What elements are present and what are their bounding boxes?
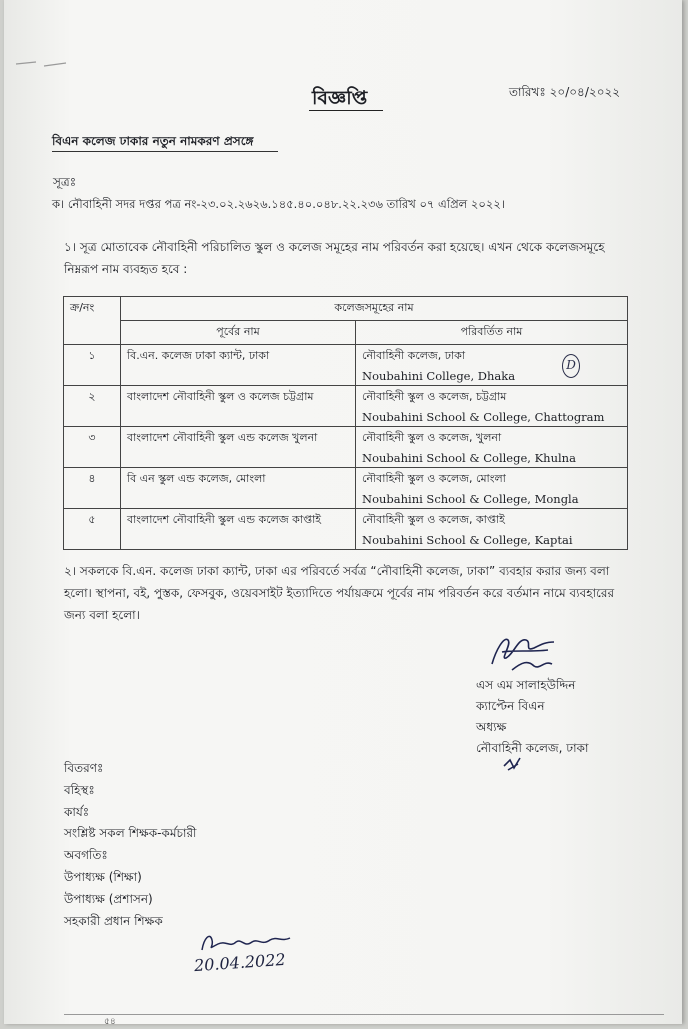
old-name: বি এন স্কুল এন্ড কলেজ, মোংলা <box>121 468 356 509</box>
row-number: ২ <box>64 386 121 427</box>
header-serial: ক্র/নং <box>64 297 121 345</box>
new-name-en: Noubahini School & College, Chattogram <box>362 410 605 424</box>
header-old-name: পূর্বের নাম <box>121 321 356 345</box>
notice-title: বিজ্ঞপ্তি <box>312 87 368 109</box>
row-number: ১ <box>64 345 121 386</box>
new-name-en: Noubahini School & College, Kaptai <box>362 533 573 547</box>
signature-icon <box>482 630 572 676</box>
new-name-en: Noubahini School & College, Mongla <box>362 492 579 506</box>
signatory-designation: অধ্যক্ষ <box>476 720 507 734</box>
table-row <box>64 468 628 509</box>
notice-date: তারিখঃ ২০/০৪/২০২২ <box>509 85 621 99</box>
distribution-action: কার্যঃ <box>64 804 90 819</box>
new-name-bn: নৌবাহিনী স্কুল ও কলেজ, খুলনা <box>362 431 502 444</box>
new-name-cell <box>356 468 628 509</box>
handwritten-circle-mark: D <box>562 354 580 378</box>
distribution-external: বহিস্থঃ <box>64 782 95 797</box>
new-name-bn: নৌবাহিনী স্কুল ও কলেজ, কাপ্তাই <box>362 513 505 526</box>
row-number: ৩ <box>64 427 121 468</box>
subject-line: বিএন কলেজ ঢাকার নতুন নামকরণ প্রসঙ্গে <box>52 134 254 148</box>
old-name: বাংলাদেশ নৌবাহিনী স্কুল ও কলেজ চট্টগ্রাম <box>121 386 356 427</box>
signatory-rank: ক্যাপ্টেন বিএন <box>476 699 545 713</box>
distribution-label: বিতরণঃ <box>64 761 104 775</box>
new-name-cell <box>356 345 628 386</box>
pencil-mark <box>14 52 74 72</box>
signature-block <box>476 675 588 759</box>
handwritten-date: 20.04.2022 <box>193 949 287 976</box>
handwritten-tick-icon <box>500 752 524 776</box>
row-number: ৫ <box>64 509 121 550</box>
table-row <box>64 509 628 550</box>
footer-page-number: ৫৪ <box>104 1017 116 1027</box>
new-name-cell <box>356 509 628 550</box>
row-number: ৪ <box>64 468 121 509</box>
reference-label: সূত্রঃ <box>53 175 77 189</box>
subject-underline <box>52 151 278 152</box>
title-underline <box>309 110 383 111</box>
distribution-action-item: সংশ্লিষ্ট সকল শিক্ষক-কর্মচারী <box>64 826 197 841</box>
header-college-names: কলেজসমূহের নাম <box>121 297 628 321</box>
table-row <box>64 427 628 468</box>
new-name-cell <box>356 386 628 427</box>
new-name-en: Noubahini College, Dhaka <box>362 369 516 383</box>
distribution-info-item: উপাধ্যক্ষ (প্রশাসন) <box>64 891 153 906</box>
paragraph-2: ২। সকলকে বি.এন. কলেজ ঢাকা ক্যান্ট, ঢাকা এর পরিবর্তে সর্বত্র “নৌবাহিনী কলেজ, ঢাকা” ব্যবহার করার জন্য বলা হলো। স্থাপনা, বই, পুস্তক, ফেসবুক, ওয়েবসাইট ইত্যাদিতে পর্যায়ক্রমে পূর্বের নাম পরিবর্তন করে বর্তমান নামে ব্যবহারের জন্য বলা হলো। <box>64 564 615 622</box>
name-change-table <box>63 296 628 550</box>
signatory-institution: নৌবাহিনী কলেজ, ঢাকা <box>476 741 589 755</box>
old-name: বাংলাদেশ নৌবাহিনী স্কুল এন্ড কলেজ খুলনা <box>121 427 356 468</box>
header-new-name: পরিবর্তিত নাম <box>356 321 628 345</box>
new-name-bn: নৌবাহিনী কলেজ, ঢাকা <box>362 349 466 362</box>
distribution-list <box>64 758 196 932</box>
signatory-name: এস এম সালাহউদ্দিন <box>476 678 576 692</box>
new-name-en: Noubahini School & College, Khulna <box>362 451 576 465</box>
new-name-bn: নৌবাহিনী স্কুল ও কলেজ, মোংলা <box>362 472 506 485</box>
old-name: বাংলাদেশ নৌবাহিনী স্কুল এন্ড কলেজ কাপ্তাই <box>121 509 356 550</box>
table-row <box>64 386 628 427</box>
distribution-info-item: সহকারী প্রধান শিক্ষক <box>64 913 163 928</box>
distribution-info: অবগতিঃ <box>64 848 108 863</box>
paragraph-1: ১। সূত্র মোতাবেক নৌবাহিনী পরিচালিত স্কুল ও কলেজ সমূহের নাম পরিবর্তন করা হয়েছে। এখন থেকে কলেজসমূহে নিম্নরূপ নাম ব্যবহৃত হবে : <box>64 240 605 276</box>
new-name-cell <box>356 427 628 468</box>
new-name-bn: নৌবাহিনী স্কুল ও কলেজ, চট্টগ্রাম <box>362 390 507 403</box>
reference-item: ক। নৌবাহিনী সদর দপ্তর পত্র নং-২৩.০২.২৬২৬.১৪৫.৪০.০৪৮.২২.২৩৬ তারিখ ০৭ এপ্রিল ২০২২। <box>52 197 505 211</box>
table-row <box>64 345 628 386</box>
document-page <box>4 0 682 1027</box>
footer-divider <box>64 1014 664 1015</box>
old-name: বি.এন. কলেজ ঢাকা ক্যান্ট, ঢাকা <box>121 345 356 386</box>
distribution-info-item: উপাধ্যক্ষ (শিক্ষা) <box>64 869 142 884</box>
